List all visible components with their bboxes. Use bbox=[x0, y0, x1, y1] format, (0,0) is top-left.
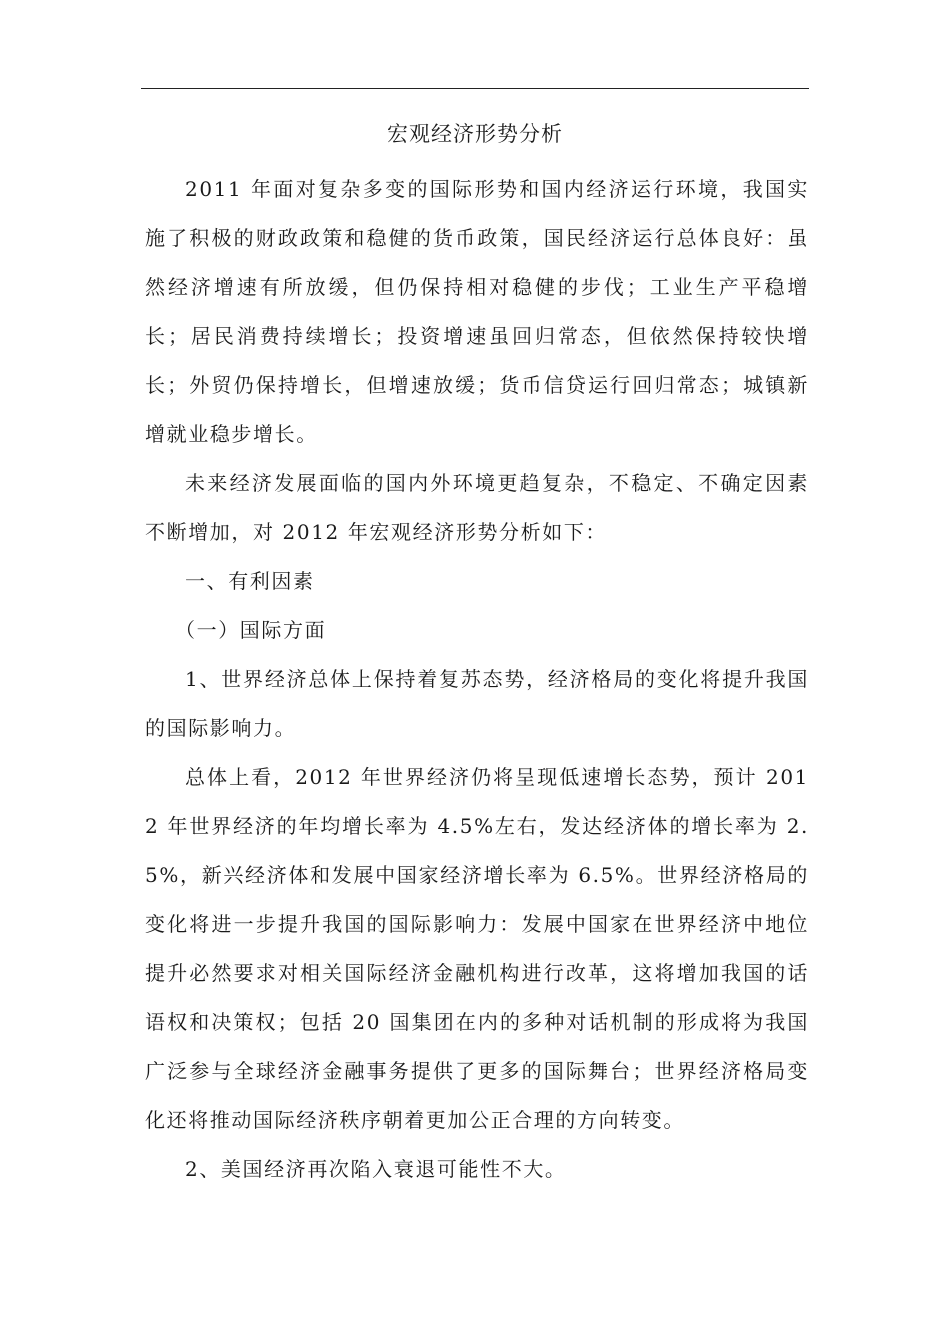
page-title: 宏观经济形势分析 bbox=[387, 122, 563, 146]
paragraph-overview-2011: 2011 年面对复杂多变的国际形势和国内经济运行环境，我国实施了积极的财政政策和稳健的货币政策，国民经济运行总体良好：虽然经济增速有所放缓，但仍保持相对稳健的步伐；工业生产平稳增长；居民消费持续增长；投资增速虽回归常态，但依然保持较快增长；外贸仍保持增长，但增速放缓；货币信贷运行回归常态；城镇新增就业稳步增长。 bbox=[145, 177, 809, 446]
section-heading-favorable-factors: 一、有利因素 bbox=[185, 569, 315, 593]
paragraph-point-1: 1、世界经济总体上保持着复苏态势，经济格局的变化将提升我国的国际影响力。 bbox=[145, 667, 809, 740]
paragraph-world-economy: 总体上看，2012 年世界经济仍将呈现低速增长态势，预计 2012 年世界经济的年均增长率为 4.5%左右，发达经济体的增长率为 2.5%，新兴经济体和发展中国家经济增长率为 6.5%。世界经济格局的变化将进一步提升我国的国际影响力：发展中国家在世界经济中地位提升必然要求对相关国际经济金融机构进行改革，这将增加我国的话语权和决策权；包括 20 国集团在内的多种对话机制的形成将为我国广泛参与全球经济金融事务提供了更多的国际舞台；世界经济格局变化还将推动国际经济秩序朝着更加公正合理的方向转变。 bbox=[145, 765, 809, 1132]
header-rule bbox=[141, 88, 809, 89]
document-body bbox=[145, 165, 809, 1194]
paragraph-point-2: 2、美国经济再次陷入衰退可能性不大。 bbox=[185, 1157, 567, 1181]
paragraph-outlook-2012: 未来经济发展面临的国内外环境更趋复杂，不稳定、不确定因素不断增加，对 2012 年宏观经济形势分析如下： bbox=[145, 471, 809, 544]
subsection-heading-international: （一）国际方面 bbox=[175, 618, 327, 642]
